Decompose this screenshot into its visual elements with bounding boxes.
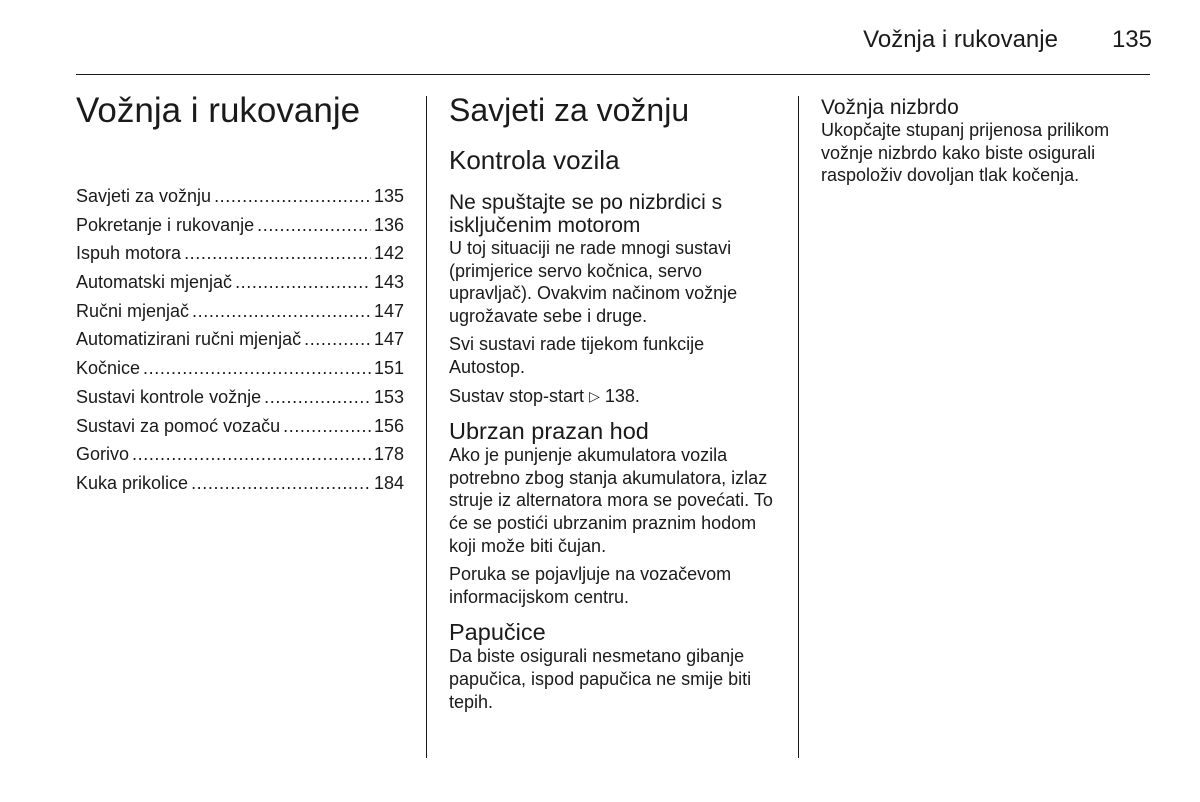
header-rule (76, 74, 1150, 75)
triangle-right-icon: ▷ (589, 387, 600, 404)
paragraph: Poruka se pojavljuje na vozačevom informacijskom centru. (449, 564, 732, 607)
running-header (863, 26, 1152, 54)
heading-downhill: Vožnja nizbrdo (821, 96, 959, 119)
running-header-title: Vožnja i rukovanje (863, 26, 1058, 53)
chapter-title: Vožnja i rukovanje (76, 91, 361, 130)
subsection-title: Kontrola vozila (449, 145, 620, 175)
content-flow (449, 191, 783, 719)
section-title: Savjeti za vožnju (449, 92, 690, 128)
toc-item[interactable]: Ručni mjenjač . . . 147 (76, 301, 404, 330)
toc-item[interactable]: Automatski mjenjač . . . 143 (76, 272, 404, 301)
toc-item[interactable]: Kuka prikolice . . . 184 (76, 473, 404, 502)
toc-item[interactable]: Kočnice . . . 151 (76, 358, 404, 387)
content-flow (821, 96, 1151, 193)
toc-item[interactable]: Pokretanje i rukovanje . . . 136 (76, 215, 404, 244)
paragraph: Svi sustavi rade tijekom funkcije Autostop. (449, 334, 705, 377)
heading-downhill-engine-off: Ne spuštajte se po nizbrdici s isključenim motorom (449, 191, 723, 237)
paragraph-cross-reference: Sustav stop-start ▷ 138. (449, 385, 640, 406)
paragraph: Ukopčajte stupanj prijenosa prilikom vožnje nizbrdo kako biste osigurali raspoloživ dovoljan tlak kočenja. (821, 120, 1110, 186)
page-reference[interactable]: 138. (604, 385, 640, 406)
heading-idle: Ubrzan prazan hod (449, 418, 649, 445)
paragraph: Da biste osigurali nesmetano gibanje papučica, ispod papučica ne smije biti tepih. (449, 646, 752, 712)
column-divider (798, 96, 799, 758)
paragraph: Ako je punjenje akumulatora vozila potrebno zbog stanja akumulatora, izlaz struje iz alternatora mora se povećati. To će se postići ubrzanim praznim hodom koji može biti čujan. (449, 445, 773, 556)
toc-item[interactable]: Automatizirani ručni mjenjač . . . 147 (76, 329, 404, 358)
table-of-contents (76, 186, 404, 502)
toc-item[interactable]: Ispuh motora . . . 142 (76, 243, 404, 272)
heading-pedals: Papučice (449, 619, 546, 646)
paragraph: U toj situaciji ne rade mnogi sustavi (primjerice servo kočnica, servo upravljač). Ovakvim načinom vožnje ugrožavate sebe i druge. (449, 238, 738, 326)
toc-item[interactable]: Gorivo . . . 178 (76, 444, 404, 473)
toc-item[interactable]: Sustavi za pomoć vozaču . . . 156 (76, 416, 404, 445)
page-number: 135 (1111, 26, 1152, 53)
column-divider (426, 96, 427, 758)
toc-item[interactable]: Savjeti za vožnju . . . 135 (76, 186, 404, 215)
toc-item[interactable]: Sustavi kontrole vožnje . . . 153 (76, 387, 404, 416)
